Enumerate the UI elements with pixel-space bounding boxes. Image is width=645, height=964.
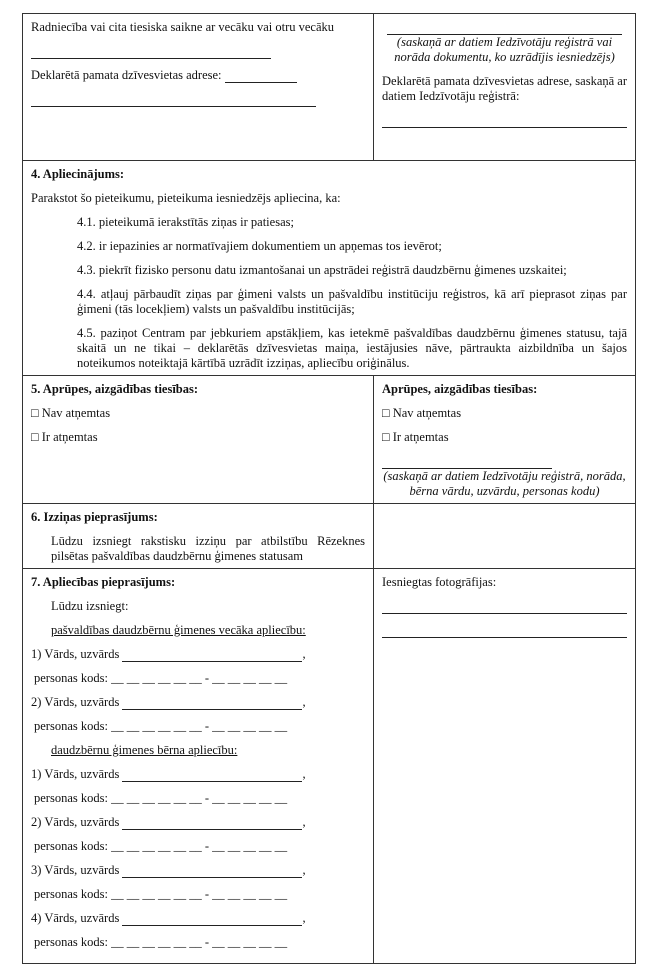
section-6-title: 6. Izziņas pieprasījums:	[31, 510, 158, 524]
item-4-2: 4.2. ir iepazinies ar normatīvajiem dokumentiem un apņemas tos ievērot;	[77, 239, 442, 253]
section-5-right-title: Aprūpes, aizgādības tiesības:	[382, 382, 538, 396]
section-5-note: (saskaņā ar datiem Iedzīvotāju reģistrā, norāda, bērna vārdu, uzvārdu, personas kodu)	[383, 469, 626, 498]
photos-field[interactable]	[382, 601, 627, 614]
section-6	[23, 504, 374, 569]
section-4	[23, 161, 636, 376]
name-label: Vārds, uzvārds	[44, 695, 120, 709]
code-label: personas kods:	[34, 791, 108, 805]
code-entry	[31, 671, 365, 686]
name-label: Vārds, uzvārds	[44, 767, 120, 781]
registry-address-label: Deklarētā pamata dzīvesvietas adrese, saskaņā ar datiem Iedzīvotāju reģistrā:	[382, 74, 628, 103]
option-label: Ir atņemtas	[392, 430, 449, 444]
name-field[interactable]	[122, 865, 302, 878]
option-ir-atnemtas[interactable]	[31, 430, 365, 445]
photos-field-2[interactable]	[382, 625, 627, 638]
section-5-title: 5. Aprūpes, aizgādības tiesības:	[31, 382, 199, 396]
name-entry: 4) Vārds, uzvārds ,	[31, 911, 306, 925]
code-entry	[31, 935, 365, 950]
option-label: Nav atņemtas	[392, 406, 462, 420]
code-entry	[31, 839, 365, 854]
code-label: personas kods:	[34, 887, 108, 901]
entry-number: 3)	[31, 863, 42, 877]
name-field[interactable]	[122, 769, 302, 782]
entry-number: 2)	[31, 815, 42, 829]
code-label: personas kods:	[34, 671, 108, 685]
section-6-text: Lūdzu izsniegt rakstisku izziņu par atbilstību Rēzeknes pilsētas pašvaldības daudzbērnu ģimenes statusam	[51, 534, 365, 563]
entry-number: 2)	[31, 695, 42, 709]
option-nav-atnemtas[interactable]	[31, 406, 365, 421]
relation-field[interactable]	[31, 46, 271, 59]
section-5	[23, 376, 374, 504]
code-field[interactable]: __ __ __ __ __ __ - __ __ __ __ __	[111, 671, 288, 685]
code-field[interactable]: __ __ __ __ __ __ - __ __ __ __ __	[111, 791, 288, 805]
option-ir-atnemtas-right[interactable]	[382, 430, 627, 445]
name-field[interactable]	[122, 913, 302, 926]
code-entry	[31, 791, 365, 806]
item-4-1: 4.1. pieteikumā ierakstītās ziņas ir patiesas;	[77, 215, 294, 229]
photos-cell	[374, 569, 636, 964]
section-7-intro: Lūdzu izsniegt:	[51, 599, 129, 613]
photos-label: Iesniegtas fotogrāfijas:	[382, 575, 497, 589]
name-label: Vārds, uzvārds	[44, 647, 120, 661]
section-7-title: 7. Apliecības pieprasījums:	[31, 575, 176, 589]
code-field[interactable]: __ __ __ __ __ __ - __ __ __ __ __	[111, 839, 288, 853]
child-heading: daudzbērnu ģimenes bērna apliecību:	[51, 743, 238, 757]
section-5-registry	[374, 376, 636, 504]
code-field[interactable]: __ __ __ __ __ __ - __ __ __ __ __	[111, 887, 288, 901]
section-4-intro: Parakstot šo pieteikumu, pieteikuma iesniedzējs apliecina, ka:	[31, 191, 341, 205]
relation-label: Radniecība vai cita tiesiska saikne ar vecāku vai otru vecāku	[31, 20, 334, 34]
code-entry	[31, 887, 365, 902]
name-field[interactable]	[122, 697, 302, 710]
checkbox-icon[interactable]: □	[382, 430, 390, 444]
registry-note: (saskaņā ar datiem Iedzīvotāju reģistrā vai norāda dokumentu, ko uzrādījis iesniedzējs)	[394, 35, 615, 64]
name-entry: 1) Vārds, uzvārds ,	[31, 767, 306, 781]
entry-number: 1)	[31, 767, 42, 781]
section-4-title: 4. Apliecinājums:	[31, 167, 125, 181]
registry-address-field[interactable]	[382, 115, 627, 128]
code-label: personas kods:	[34, 719, 108, 733]
relation-cell	[23, 14, 374, 161]
checkbox-icon[interactable]: □	[31, 430, 39, 444]
item-4-4: 4.4. atļauj pārbaudīt ziņas par ģimeni valsts un pašvaldību institūciju reģistros, kā arī pieprasot ziņas par ģimeni (tās locekļiem) valsts un pašvaldību institūcijās;	[77, 287, 627, 316]
name-field[interactable]	[122, 817, 302, 830]
checkbox-icon[interactable]: □	[31, 406, 39, 420]
option-label: Nav atņemtas	[41, 406, 111, 420]
child-data-field[interactable]	[382, 456, 552, 469]
name-label: Vārds, uzvārds	[44, 863, 120, 877]
registry-cell	[374, 14, 636, 161]
name-field[interactable]	[122, 649, 302, 662]
entry-number: 4)	[31, 911, 42, 925]
item-4-5: 4.5. paziņot Centram par jebkuriem apstākļiem, kas ietekmē pašvaldības daudzbērnu ģimenes statusu, tajā skaitā un ne tikai – deklarētās dzīvesvietas maiņa, iestājusies nāve, pārtraukta aizbildnība un šajos noteikumos noteiktajā kārtībā uzrādīt izziņas, apliecību oriģinālus.	[77, 326, 627, 370]
name-label: Vārds, uzvārds	[44, 911, 120, 925]
code-field[interactable]: __ __ __ __ __ __ - __ __ __ __ __	[111, 719, 288, 733]
relation-registry-field[interactable]	[387, 22, 622, 35]
address-label: Deklarētā pamata dzīvesvietas adrese:	[31, 68, 222, 82]
code-field[interactable]: __ __ __ __ __ __ - __ __ __ __ __	[111, 935, 288, 949]
name-label: Vārds, uzvārds	[44, 815, 120, 829]
code-label: personas kods:	[34, 839, 108, 853]
name-entry: 2) Vārds, uzvārds ,	[31, 815, 306, 829]
parent-heading: pašvaldības daudzbērnu ģimenes vecāka apliecību:	[51, 623, 306, 637]
option-nav-atnemtas-right[interactable]	[382, 406, 627, 421]
section-6-right	[374, 504, 636, 569]
checkbox-icon[interactable]: □	[382, 406, 390, 420]
name-entry: 1) Vārds, uzvārds ,	[31, 647, 306, 661]
entry-number: 1)	[31, 647, 42, 661]
item-4-3: 4.3. piekrīt fizisko personu datu izmantošanai un apstrādei reģistrā daudzbērnu ģimenes uzskaitei;	[77, 263, 567, 277]
name-entry: 3) Vārds, uzvārds ,	[31, 863, 306, 877]
name-entry: 2) Vārds, uzvārds ,	[31, 695, 306, 709]
application-form	[22, 13, 636, 964]
code-label: personas kods:	[34, 935, 108, 949]
address-field[interactable]	[225, 70, 297, 83]
code-entry	[31, 719, 365, 734]
section-7	[23, 569, 374, 964]
option-label: Ir atņemtas	[41, 430, 98, 444]
address-field-2[interactable]	[31, 94, 316, 107]
